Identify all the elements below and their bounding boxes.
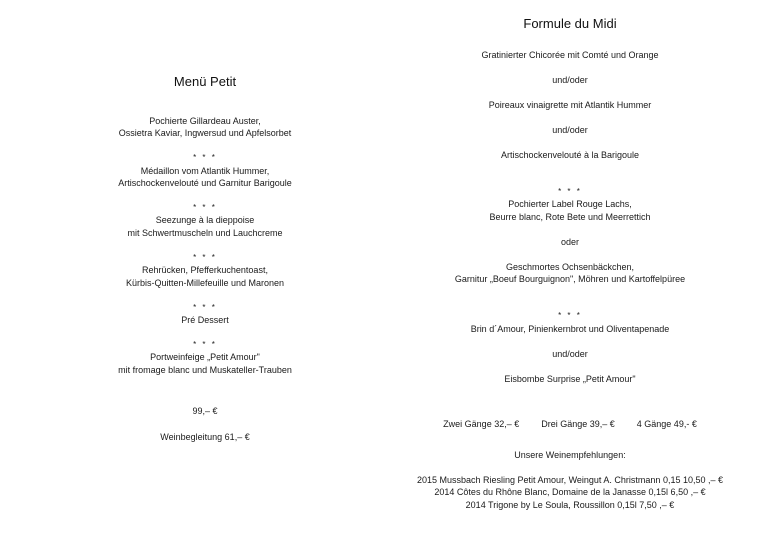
main-option-2-line-2: Garnitur „Boeuf Bourguignon", Möhren und Kartoffelpüree <box>454 274 686 284</box>
wine-recommendation-2: 2014 Côtes du Rhône Blanc, Domaine de la Janasse 0,15l 6,50 ,– € <box>434 487 706 497</box>
course-6-line-2: mit fromage blanc und Muskateller-Trauben <box>118 365 292 375</box>
formule-du-midi-title: Formule du Midi <box>523 16 617 31</box>
starter-option-1: Gratinierter Chicorée mit Comté und Orange <box>481 50 659 60</box>
course-1-line-1: Pochierte Gillardeau Auster, <box>149 116 261 126</box>
dessert-option-1: Brin d´Amour, Pinienkernbrot und Oliventapenade <box>470 324 670 334</box>
course-4-line-2: Kürbis-Quitten-Millefeuille und Maronen <box>125 278 285 288</box>
wine-pairing-price: Weinbegleitung 61,– € <box>160 432 250 442</box>
or-separator: oder <box>560 237 579 247</box>
course-prices-row <box>400 418 740 431</box>
dessert-option-2: Eisbombe Surprise „Petit Amour" <box>504 374 636 384</box>
price-four-courses: 4 Gänge 49,- € <box>636 419 697 429</box>
course-separator: * * * <box>193 153 217 162</box>
course-5-line-1: Pré Dessert <box>181 315 229 325</box>
course-1-line-2: Ossietra Kaviar, Ingwersud und Apfelsorbet <box>118 128 292 138</box>
starter-option-2: Poireaux vinaigrette mit Atlantik Hummer <box>488 100 652 110</box>
course-3-line-2: mit Schwertmuscheln und Lauchcreme <box>127 228 283 238</box>
course-separator: * * * <box>193 253 217 262</box>
menu-petit-title: Menü Petit <box>173 74 237 89</box>
price-two-courses: Zwei Gänge 32,– € <box>443 419 520 429</box>
main-option-2-line-1: Geschmortes Ochsenbäckchen, <box>505 262 635 272</box>
course-separator: * * * <box>193 340 217 349</box>
price-three-courses: Drei Gänge 39,– € <box>541 419 615 429</box>
starter-option-3: Artischockenvelouté à la Barigoule <box>500 150 640 160</box>
course-3-line-1: Seezunge à la dieppoise <box>155 215 255 225</box>
or-separator: und/oder <box>552 75 588 85</box>
course-2-line-2: Artischockenvelouté und Garnitur Barigoule <box>118 178 292 188</box>
course-separator: * * * <box>558 187 582 196</box>
wine-recommendations-heading: Unsere Weinempfehlungen: <box>514 450 626 460</box>
menu-petit-price: 99,– € <box>192 406 218 416</box>
or-separator: und/oder <box>552 349 588 359</box>
course-separator: * * * <box>193 303 217 312</box>
course-separator: * * * <box>193 203 217 212</box>
main-option-1-line-2: Beurre blanc, Rote Bete und Meerrettich <box>489 212 651 222</box>
course-6-line-1: Portweinfeige „Petit Amour" <box>150 352 260 362</box>
wine-recommendation-1: 2015 Mussbach Riesling Petit Amour, Weingut A. Christmann 0,15 10,50 ,– € <box>416 475 723 485</box>
course-separator: * * * <box>558 311 582 320</box>
wine-recommendation-3: 2014 Trigone by Le Soula, Roussillon 0,15l 7,50 ,– € <box>465 500 675 510</box>
course-4-line-1: Rehrücken, Pfefferkuchentoast, <box>142 265 268 275</box>
or-separator: und/oder <box>552 125 588 135</box>
main-option-1-line-1: Pochierter Label Rouge Lachs, <box>508 199 632 209</box>
course-2-line-1: Médaillon vom Atlantik Hummer, <box>140 166 270 176</box>
